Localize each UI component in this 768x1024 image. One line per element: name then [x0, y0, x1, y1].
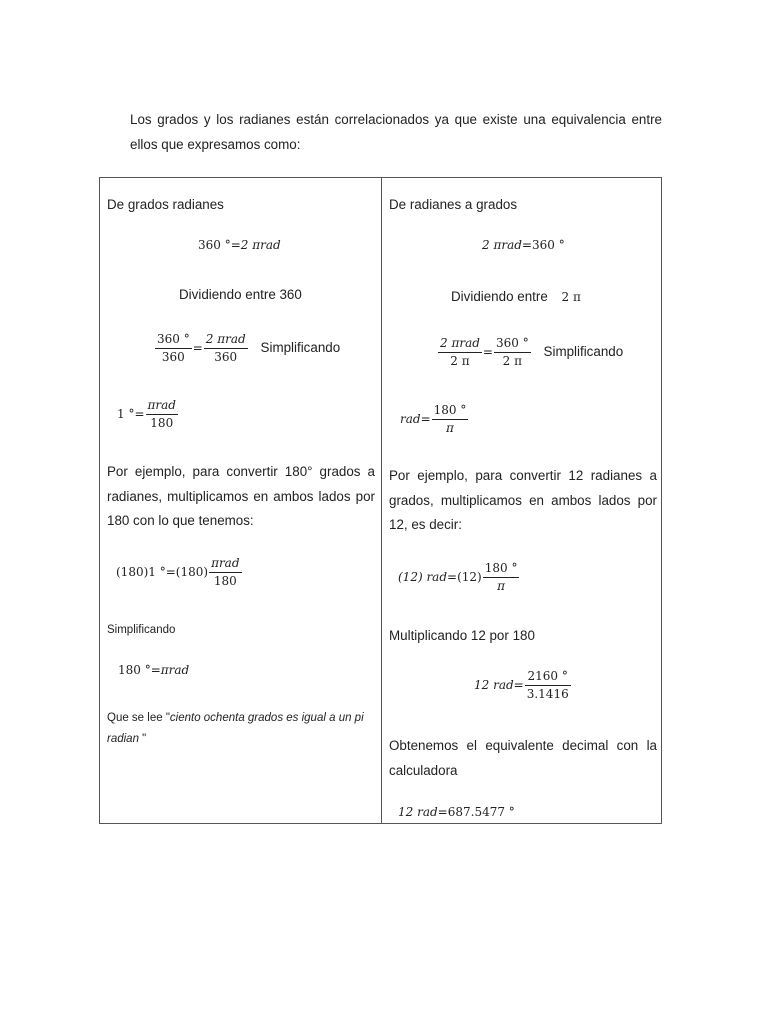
left-equation-2: $\frac{360 ^\circ}{360}$ = $\frac{\text{2 πrad}}{360}$ Simplificando [157, 332, 341, 364]
left-dividing-text: Dividiendo entre 360 [179, 287, 302, 302]
left-simplifying-label: Simplificando [260, 340, 341, 355]
right-equation-4: (12) rad=(12) $\frac{180 ^\circ}{\pi}$ [398, 561, 518, 593]
right-equation-2: $\frac{\text{2 πrad}}{2 \pi}$ = $\frac{360 ^\circ}{2 \pi}$ Simplificando [440, 336, 624, 368]
left-equation-1: 360 °=2 πrad [198, 238, 281, 252]
right-example-paragraph: Por ejemplo, para convertir 12 radianes a grados, multiplicamos en ambos lados por 12, es decir: [389, 468, 657, 532]
column-divider [381, 178, 382, 823]
left-simplifying-text: Simplificando [107, 624, 176, 636]
right-simplifying-label: Simplificando [543, 344, 624, 359]
conversion-table [99, 177, 662, 824]
right-equation-3: rad= $\frac{180 ^\circ}{\pi}$ [400, 403, 467, 435]
right-equation-5: 12 rad= $\frac{2160 ^\circ}{3.1416}$ [474, 669, 569, 701]
right-equation-6: 12 rad=687.5477 ° [398, 805, 515, 819]
left-heading: De grados radianes [107, 197, 224, 212]
left-equation-5: 180 °=πrad [118, 663, 190, 677]
left-equation-3: 1 °= $\frac{\text{πrad}}{180}$ [117, 398, 176, 430]
right-obtain-paragraph: Obtenemos el equivalente decimal con la calculadora [389, 738, 657, 778]
right-dividing-math: 2 π [561, 290, 581, 304]
right-dividing-text: Dividiendo entre 2 π [451, 289, 581, 304]
right-equation-1: 2 πrad=360 ° [482, 238, 565, 252]
right-heading: De radianes a grados [389, 197, 518, 212]
right-multiplying-text: Multiplicando 12 por 180 [389, 628, 535, 643]
left-example-paragraph: Por ejemplo, para convertir 180° grados a radianes, multiplicamos en ambos lados por 180 con lo que tenemos: [107, 464, 375, 528]
left-quote-paragraph: Que se lee "ciento ochenta grados es igual a un pi radian " [107, 712, 364, 745]
left-equation-4: (180)1 °=(180) $\frac{\text{πrad}}{180}$ [116, 556, 240, 588]
intro-paragraph: Los grados y los radianes están correlacionados ya que existe una equivalencia entre ellos que expresamos como: [130, 112, 662, 152]
